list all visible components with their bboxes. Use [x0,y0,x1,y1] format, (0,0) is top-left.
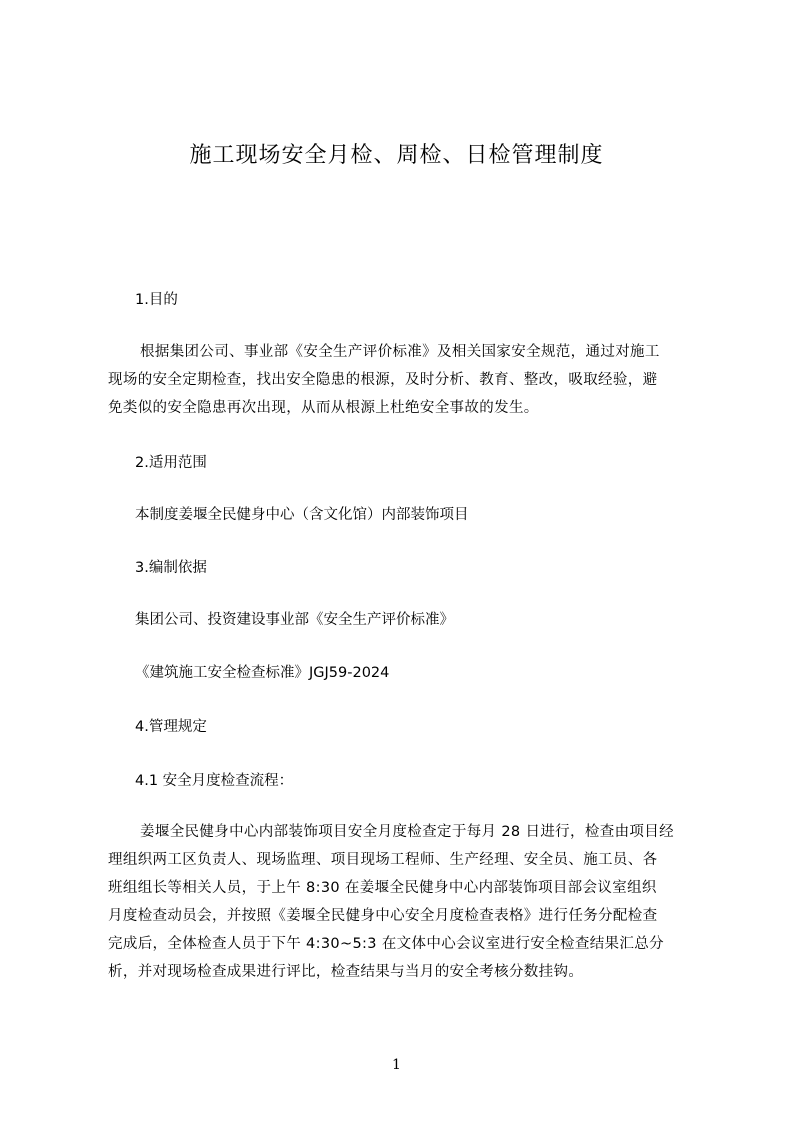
purpose-line-2: 现场的安全定期检查，找出安全隐患的根源，及时分析、教育、整改，吸取经验，避 [108,372,658,388]
monthly-check-line-6: 析，并对现场检查成果进行评比，检查结果与当月的安全考核分数挂钩。 [108,964,584,980]
monthly-check-line-2: 理组织两工区负责人、现场监理、项目现场工程师、生产经理、安全员、施工员、各 [108,852,658,868]
purpose-line-1: 根据集团公司、事业部《安全生产评价标准》及相关国家安全规范，通过对施工 [140,344,660,360]
section-heading-purpose: 1.目的 [135,292,178,308]
section-heading-basis: 3.编制依据 [135,560,207,576]
purpose-line-3: 免类似的安全隐患再次出现，从而从根源上杜绝安全事故的发生。 [108,400,539,416]
monthly-check-line-1: 姜堰全民健身中心内部装饰项目安全月度检查定于每月 28 日进行，检查由项目经 [140,824,674,840]
monthly-check-line-5: 完成后，全体检查人员于下午 4:30~5:3 在文体中心会议室进行安全检查结果汇总分 [108,936,664,952]
section-heading-rules: 4.管理规定 [135,719,207,735]
page-number: 1 [392,1057,401,1073]
section-heading-scope: 2.适用范围 [135,455,207,471]
monthly-check-paragraph [108,818,708,986]
purpose-paragraph [108,338,708,422]
monthly-check-line-4: 月度检查动员会，并按照《姜堰全民健身中心安全月度检查表格》进行任务分配检查 [108,908,658,924]
monthly-check-line-3: 班组组长等相关人员，于上午 8:30 在姜堰全民健身中心内部装饰项目部会议室组织 [108,880,657,896]
basis-item-2: 《建筑施工安全检查标准》JGJ59-2024 [135,665,390,681]
subsection-heading-monthly-check: 4.1 安全月度检查流程： [135,773,294,789]
document-title: 施工现场安全月检、周检、日检管理制度 [189,143,604,168]
basis-item-1: 集团公司、投资建设事业部《安全生产评价标准》 [135,612,454,628]
scope-text: 本制度姜堰全民健身中心（含文化馆）内部装饰项目 [135,507,469,523]
